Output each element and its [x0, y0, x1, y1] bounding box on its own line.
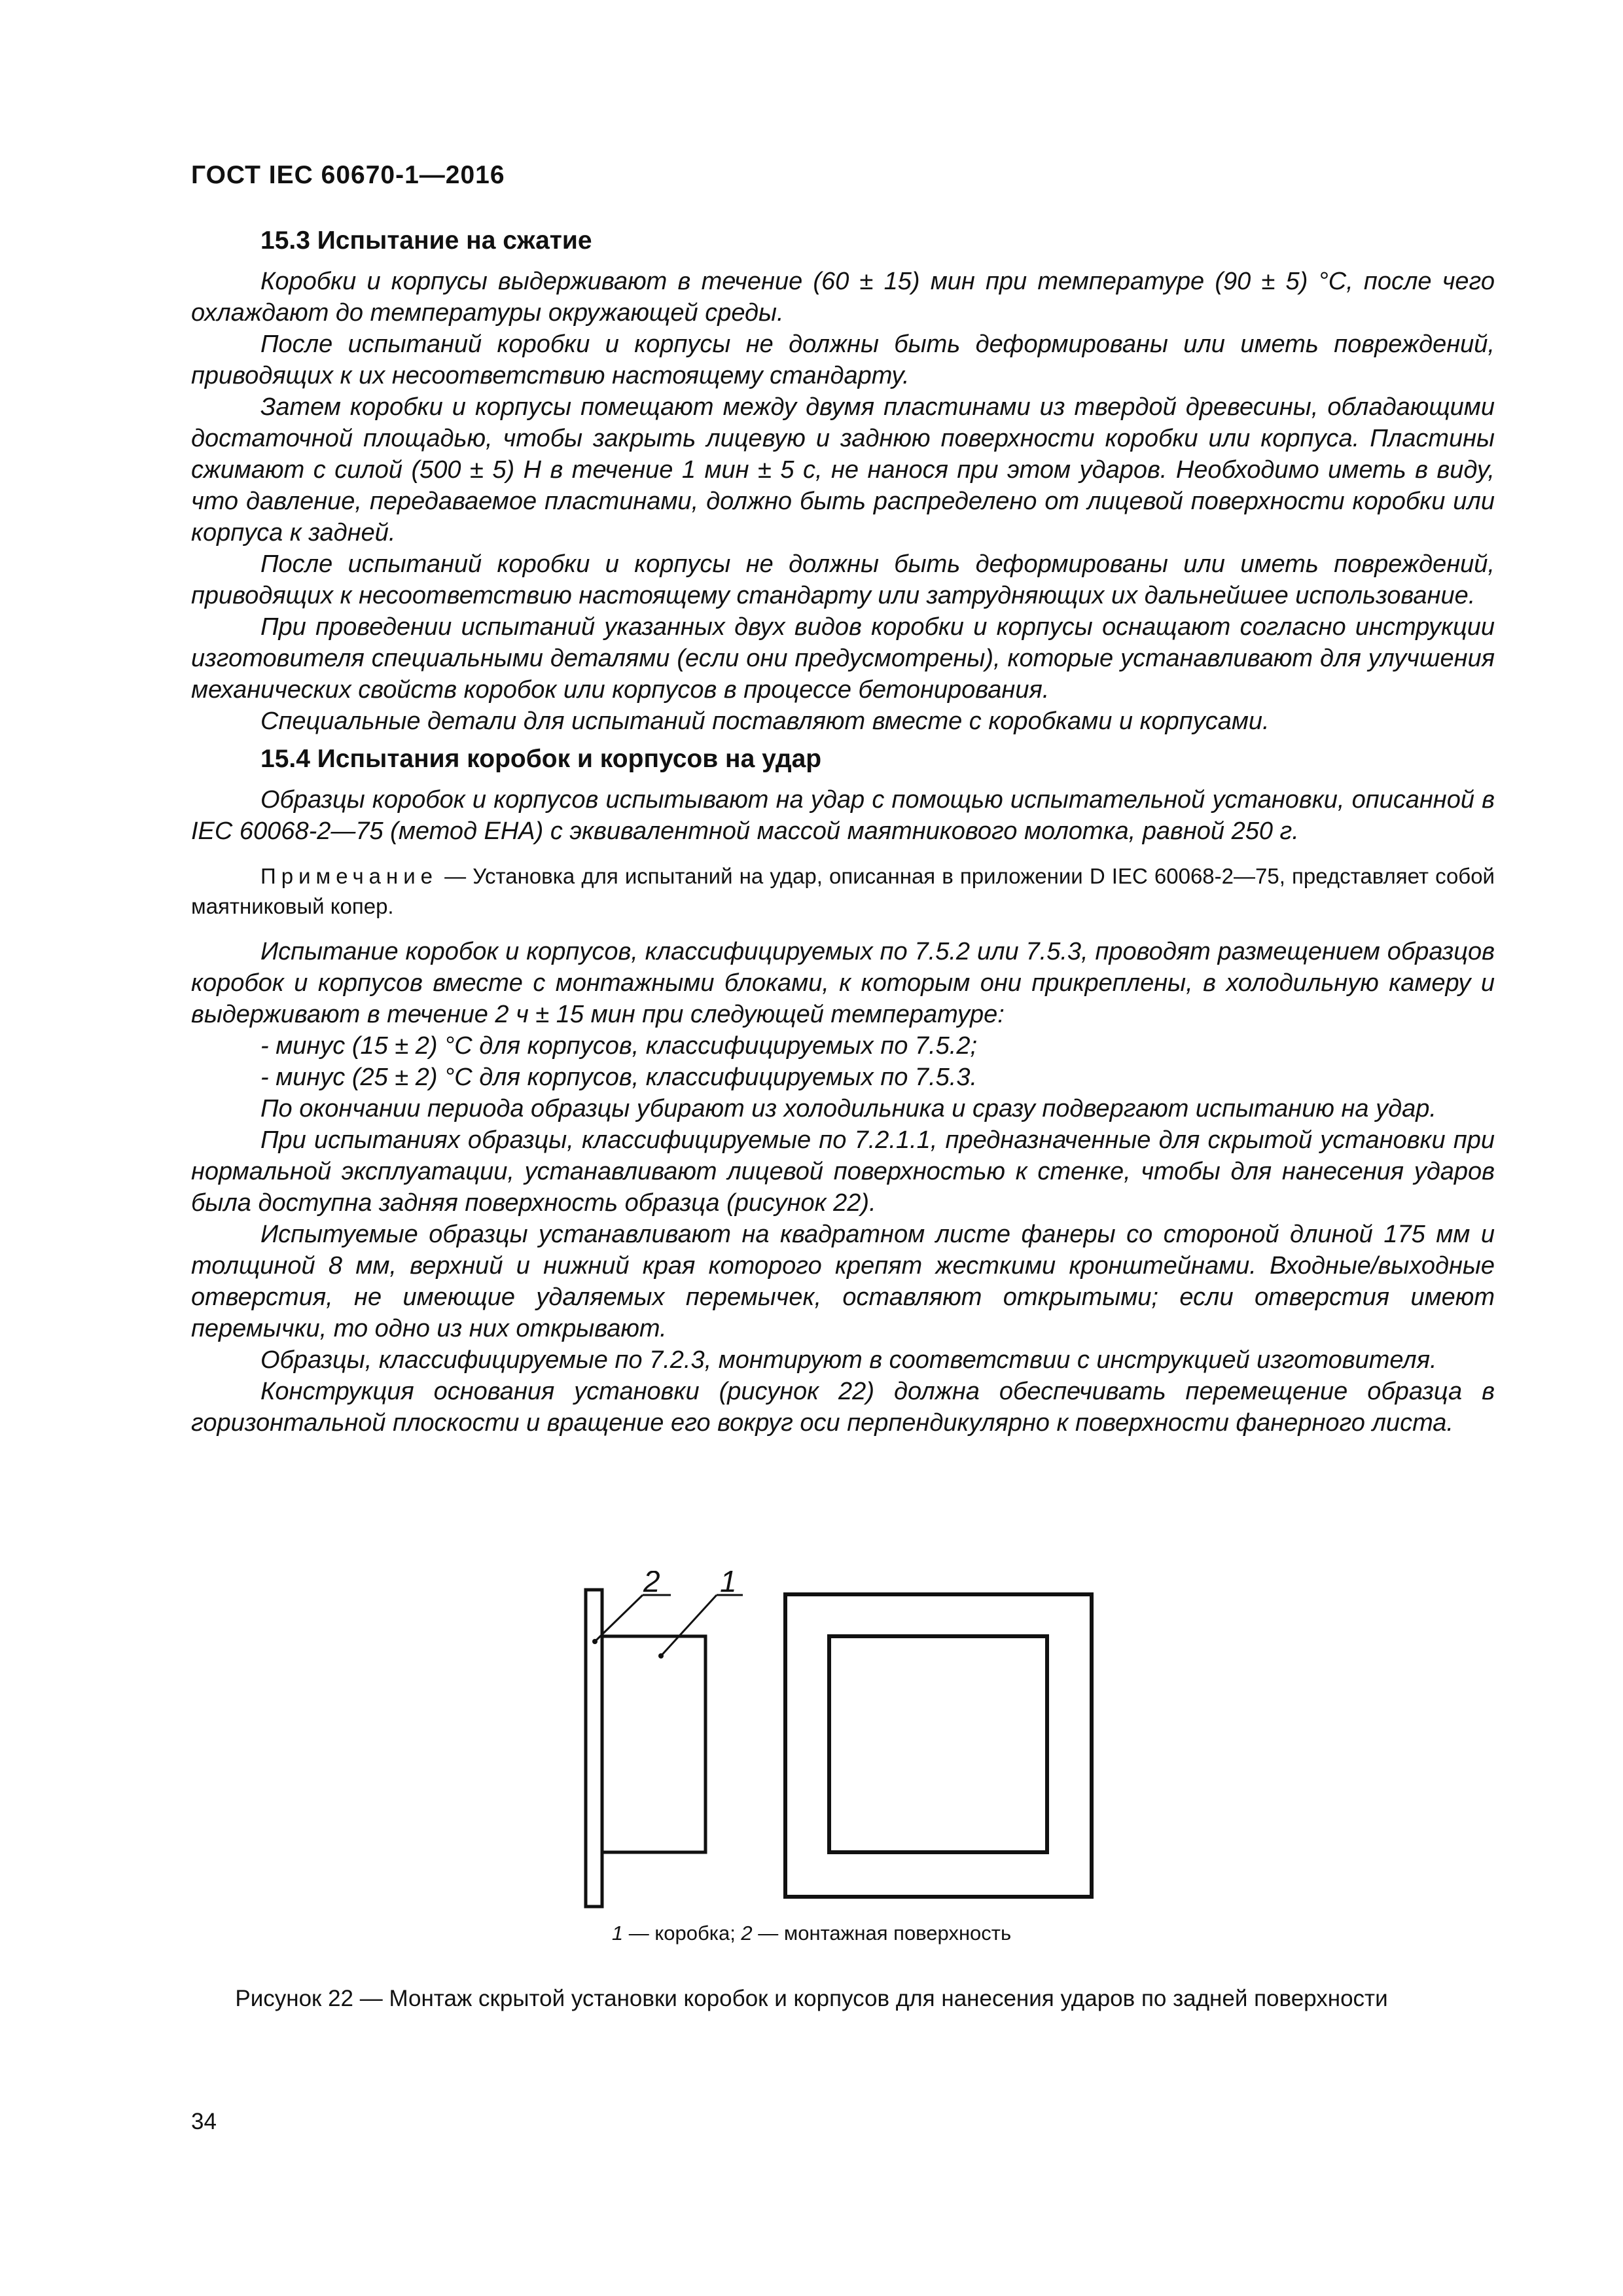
section-heading-15-4: 15.4 Испытания коробок и корпусов на удар: [260, 745, 822, 773]
leader-line-1: [661, 1595, 717, 1656]
leader-dot-2: [592, 1639, 597, 1644]
legend-num-1: 1: [611, 1922, 624, 1945]
legend-num-2: 2: [741, 1922, 753, 1945]
figure-caption: Рисунок 22 — Монтаж скрытой установки коробок и корпусов для нанесения ударов по задней поверхности: [235, 1986, 1388, 2011]
section-heading-15-3: 15.3 Испытание на сжатие: [260, 226, 592, 255]
paragraph: После испытаний коробки и корпусы не должны быть деформированы или иметь повреждений, приводящих к несоответствию настоящему стандарту или затрудняющих их дальнейшее использование.: [191, 550, 1495, 609]
figure-22-drawing: [0, 1571, 1623, 1964]
note-label: Примечание: [260, 864, 438, 888]
paragraph: Испытуемые образцы устанавливают на квадратном листе фанеры со стороной длиной 175 мм и толщиной 8 мм, верхний и нижний края которого крепят жесткими кронштейнами. Входные/выходные отверстия, не имеющие удаляемых перемычек, оставляют открытыми; если отверстия имеют перемычки, то одно из них открывают.: [191, 1221, 1495, 1342]
legend-text-1: — коробка;: [623, 1922, 741, 1945]
paragraph: Образцы, классифицируемые по 7.2.3, монтируют в соответствии с инструкцией изготовителя.: [260, 1346, 1437, 1374]
paragraph: При проведении испытаний указанных двух видов коробки и корпусы оснащают согласно инструкции изготовителя специальными деталями (если они предусмотрены), которые устанавливают для улучшения механических свойств коробок или корпусов в процессе бетонирования.: [191, 613, 1495, 704]
figure-legend: [0, 1922, 1623, 1945]
paragraph: По окончании периода образцы убирают из холодильника и сразу подвергают испытанию на удар.: [260, 1095, 1436, 1122]
legend-text-2: — монтажная поверхность: [752, 1922, 1012, 1945]
list-item: - минус (15 ± 2) °С для корпусов, классифицируемых по 7.5.2;: [260, 1032, 978, 1060]
note-text: — Установка для испытаний на удар, описанная в приложении D IEC 60068-2—75, представляет собой маятниковый копер.: [191, 864, 1495, 918]
paragraph: Испытание коробок и корпусов, классифицируемых по 7.5.2 или 7.5.3, проводят размещением образцов коробок и корпусов вместе с монтажными блоками, к которым они прикреплены, в холодильную камеру и выдерживают в течение 2 ч ± 15 мин при следующей температуре:: [191, 938, 1495, 1028]
figure-label-1: 1: [720, 1571, 737, 1598]
paragraph: Специальные детали для испытаний поставляют вместе с коробками и корпусами.: [260, 708, 1270, 735]
list-item: - минус (25 ± 2) °С для корпусов, классифицируемых по 7.5.3.: [260, 1064, 978, 1091]
paragraph: Коробки и корпусы выдерживают в течение (60 ± 15) мин при температуре (90 ± 5) °С, после чего охлаждают до температуры окружающей среды.: [191, 268, 1495, 327]
paragraph: При испытаниях образцы, классифицируемые по 7.2.1.1, предназначенные для скрытой установки при нормальной эксплуатации, устанавливают лицевой поверхностью к стенке, чтобы для нанесения ударов была доступна задняя поверхность образца (рисунок 22).: [191, 1126, 1495, 1217]
paragraph: Образцы коробок и корпусов испытывают на удар с помощью испытательной установки, описанной в IEC 60068-2—75 (метод ЕНА) с эквивалентной массой маятникового молотка, равной 250 г.: [191, 786, 1495, 845]
figure-label-2: 2: [643, 1571, 660, 1598]
paragraph: После испытаний коробки и корпусы не должны быть деформированы или иметь повреждений, приводящих к их несоответствию настоящему стандарту.: [191, 331, 1495, 389]
note: [191, 861, 1495, 922]
paragraph: Затем коробки и корпусы помещают между двумя пластинами из твердой древесины, обладающими достаточной площадью, чтобы закрыть лицевую и заднюю поверхности коробки или корпуса. Пластины сжимают с силой (500 ± 5) Н в течение 1 мин ± 5 с, не нанося при этом ударов. Необходимо иметь в виду, что давление, передаваемое пластинами, должно быть распределено от лицевой поверхности коробки или корпуса к задней.: [191, 393, 1495, 547]
box-side-view: [602, 1636, 705, 1852]
box-front-inner: [829, 1636, 1047, 1852]
paragraph: Конструкция основания установки (рисунок 22) должна обеспечивать перемещение образца в горизонтальной плоскости и вращение его вокруг оси перпендикулярно к поверхности фанерного листа.: [191, 1378, 1495, 1437]
document-body: [191, 224, 1495, 1439]
leader-dot-1: [658, 1653, 664, 1659]
page-number: 34: [191, 2109, 217, 2134]
page-header: ГОСТ IEC 60670-1—2016: [191, 161, 505, 189]
